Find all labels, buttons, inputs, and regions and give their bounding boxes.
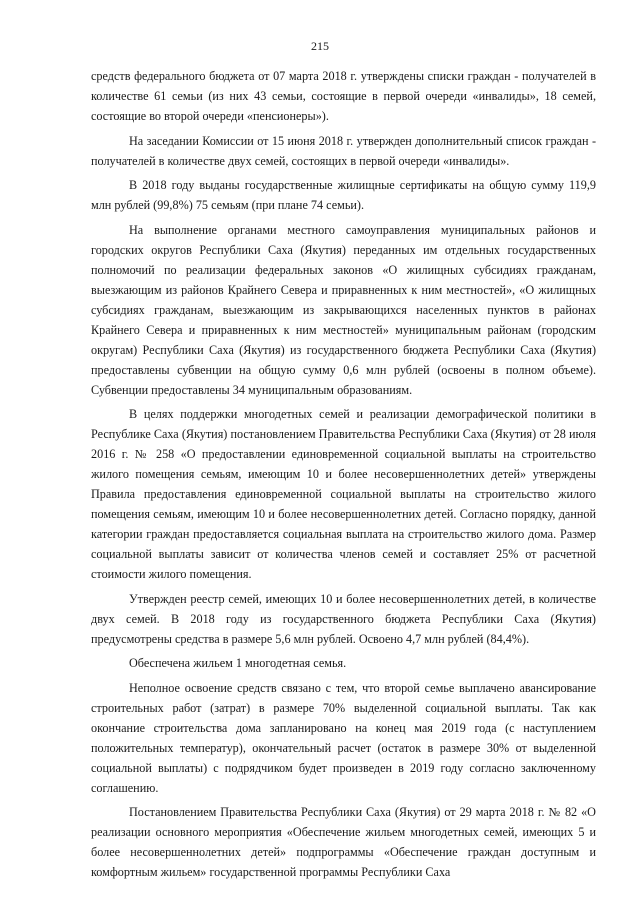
paragraph-5: В целях поддержки многодетных семей и реализации демографической политики в Республике Саха (Якутия) постановлением Правительства Республики Саха (Якутия) от 28 июля 2016 г. № 258 «О предоставлении единовременной социальной выплаты на строительство жилого помещения семьям, имеющим 10 и более несовершеннолетних детей» утверждены Правила предоставления единовременной социальной выплаты на строительство жилого помещения семьям, имеющим 10 и более несовершеннолетних детей. Согласно порядку, данной категории граждан предоставляется социальная выплата на строительство жилого дома. Размер социальной выплаты зависит от количества членов семей и составляет 25% от расчетной стоимости жилого помещения. <box>91 407 596 581</box>
document-body <box>91 66 596 887</box>
paragraph-7: Обеспечена жильем 1 многодетная семья. <box>129 656 347 670</box>
paragraph-6: Утвержден реестр семей, имеющих 10 и более несовершеннолетних детей, в количестве двух семей. В 2018 году из государственного бюджета Республики Саха (Якутия) предусмотрены средства в размере 5,6 млн рублей. Освоено 4,7 млн рублей (84,4%). <box>91 591 596 646</box>
paragraph-1: средств федерального бюджета от 07 марта 2018 г. утверждены списки граждан - получателей в количестве 61 семьи (из них 43 семьи, состоящие в первой очереди «инвалиды», 18 семей, состоящие во второй очереди «пенсионеры»). <box>91 69 596 123</box>
paragraph-3: В 2018 году выданы государственные жилищные сертификаты на общую сумму 119,9 млн рублей (99,8%) 75 семьям (при плане 74 семьи). <box>91 178 596 212</box>
page-number: 215 <box>311 39 329 53</box>
paragraph-4: На выполнение органами местного самоуправления муниципальных районов и городских округов Республики Саха (Якутия) переданных им отдельных государственных полномочий по реализации федеральных законов «О жилищных субсидиях гражданам, выезжающим из районов Крайнего Севера и приравненных к ним местностей», «О жилищных субсидиях гражданам, выезжающим из закрывающихся населенных пунктов в районах Крайнего Севера и приравненных к ним местностей» муниципальным районам (городским округам) Республики Саха (Якутия) из государственного бюджета Республики Саха (Якутия) предоставлены субвенции на общую сумму 0,6 млн рублей (освоены в полном объеме). Субвенции предоставлены 34 муниципальным образованиям. <box>91 222 596 397</box>
paragraph-9: Постановлением Правительства Республики Саха (Якутия) от 29 марта 2018 г. № 82 «О реализации основного мероприятия «Обеспечение жильем многодетных семей, имеющих 5 и более несовершеннолетних детей» подпрограммы «Обеспечение граждан доступным и комфортным жильем» государственной программы Республики Саха <box>91 805 596 879</box>
paragraph-2: На заседании Комиссии от 15 июня 2018 г. утвержден дополнительный список граждан - получателей в количестве двух семей, состоящих в первой очереди «инвалиды». <box>91 133 596 168</box>
paragraph-8: Неполное освоение средств связано с тем, что второй семье выплачено авансирование строительных работ (затрат) в размере 70% выделенной социальной выплаты. Так как окончание строительства дома запланировано на конец мая 2019 года (с наступлением положительных температур), окончательный расчет (остаток в размере 30% от выделенной социальной выплаты) с подрядчиком будет произведен в 2019 году согласно заключенному соглашению. <box>91 680 596 795</box>
